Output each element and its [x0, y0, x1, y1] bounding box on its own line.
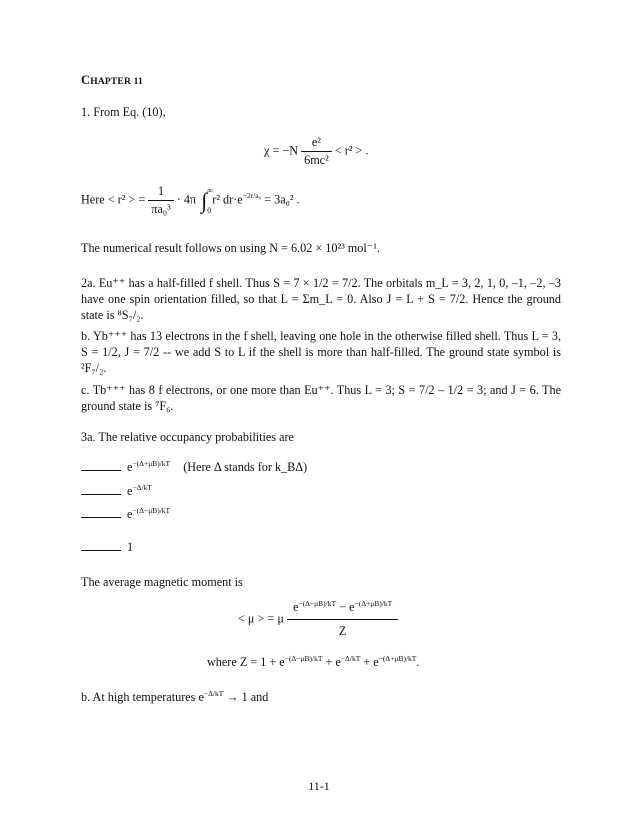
occupancy-row: $e^{-(\Delta+\mu B)/kT}$ (Here Δ stands for k_BΔ): [81, 460, 307, 475]
p1-intro: 1. From Eq. (10),: [81, 105, 166, 119]
p1-result: The numerical result follows on using N = 6.02 × 10²³ mol⁻¹.: [81, 241, 380, 255]
fraction: $\frac{\text{e²}}{\text{6mc²}}$: [301, 135, 332, 168]
blank-line: [81, 540, 121, 551]
blank-line: [81, 484, 121, 495]
avg-moment-equation: < μ > = μ $\frac{e^{-(\Delta-\mu B)/kT} - e^{-(\Delta+\mu B)/kT}}{Z}$: [238, 600, 398, 639]
p1-equation-r2: Here < r² > = $\frac{1}{\text{πa₀³}}$ · 4π ∫ ∞ 0 r² $dr\cdot e^{-2r/a_0} = 3a_0^2$ .: [81, 184, 300, 216]
partition-function-equation: where $Z = 1 + e^{-(\Delta-\mu B)/kT} + e^{-\Delta/kT} + e^{-(\Delta+\mu B)/kT}$.: [207, 653, 420, 669]
p1-equation-chi: χ = −N $\frac{\text{e²}}{\text{6mc²}}$ < r² > .: [264, 135, 369, 167]
integral-sign: ∫ ∞ 0: [201, 185, 213, 215]
occupancy-row: $e^{-\Delta/kT}$: [81, 484, 152, 499]
p3a-intro: 3a. The relative occupancy probabilities are: [81, 430, 294, 444]
occupancy-row: $e^{-(\Delta-\mu B)/kT}$: [81, 507, 170, 522]
fraction: $\frac{e^{-(\Delta-\mu B)/kT} - e^{-(\Delta+\mu B)/kT}}{Z}$: [287, 600, 398, 639]
p2c-paragraph: c. Tb⁺⁺⁺ has 8 f electrons, or one more than Eu⁺⁺. Thus L = 3; S = 7/2 – 1/2 = 3; and J = 6. The ground state is ⁷F₆.: [81, 383, 561, 413]
page-number: 11-1: [308, 779, 330, 793]
avg-moment-intro: The average magnetic moment is: [81, 575, 243, 589]
chapter-heading: CHAPTER 11: [81, 73, 143, 87]
p2b-paragraph: b. Yb⁺⁺⁺ has 13 electrons in the f shell, leaving one hole in the otherwise filled shell. Thus L = 3, S = 1/2, J = 7/2 -- we add S to L if the shell is more than half-filled. The ground state symbol is ²F₇/₂.: [81, 329, 561, 375]
fraction: $\frac{1}{\text{πa₀³}}$: [148, 184, 173, 217]
p3b-paragraph: b. At high temperatures $e^{-\Delta/kT} \to 1$ and: [81, 688, 269, 704]
blank-line: [81, 507, 121, 518]
p2a-paragraph: 2a. Eu⁺⁺ has a half-filled f shell. Thus S = 7 × 1/2 = 7/2. The orbitals m_L = 3, 2, 1, 0, –1, –2, –3 have one spin orientation filled, so that L = Σm_L = 0. Also J = L + S = 7/2. Hence the ground state is ⁸S₇/₂.: [81, 276, 561, 322]
occupancy-row: 1: [81, 540, 133, 555]
blank-line: [81, 460, 121, 471]
